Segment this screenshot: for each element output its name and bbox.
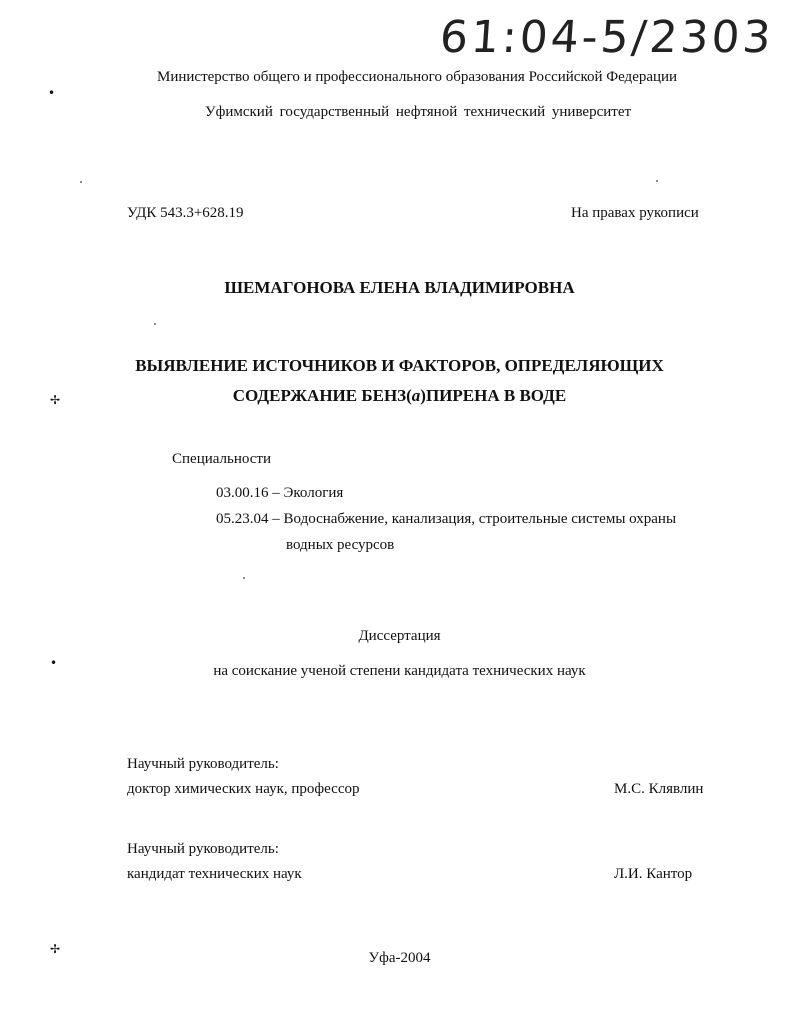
work-type: Диссертация (358, 628, 441, 644)
specialty-item (216, 485, 343, 502)
manuscript-rights: На правах рукописи (571, 205, 699, 221)
scan-mark: ✢ (50, 942, 61, 956)
dissertation-title-line-2 (0, 386, 799, 406)
scan-speck (154, 323, 156, 325)
supervisor-title: кандидат технических наук (127, 866, 302, 882)
specialty-code: 05.23.04 (216, 511, 269, 527)
supervisor-name: М.С. Клявлин (614, 781, 704, 797)
specialty-continuation: водных ресурсов (286, 537, 395, 553)
university-name: Уфимский государственный нефтяной технический университет (205, 104, 632, 120)
scan-speck (243, 577, 245, 579)
title-line-2-italic: а (411, 386, 421, 405)
title-line-2-suffix: )ПИРЕНА В ВОДЕ (420, 386, 567, 405)
udc-code: УДК 543.3+628.19 (127, 205, 244, 221)
specialties-heading: Специальности (172, 451, 272, 467)
specialty-code: 03.00.16 (216, 485, 269, 501)
supervisor-name: Л.И. Кантор (614, 866, 693, 882)
scan-mark: • (48, 86, 56, 100)
archive-number: 61:04-5/2303 (438, 12, 776, 63)
specialty-item (216, 511, 676, 528)
city-year: Уфа-2004 (368, 950, 431, 966)
scan-speck (80, 181, 82, 183)
supervisor-role: Научный руководитель: (127, 756, 279, 772)
specialty-name: Экология (283, 485, 344, 501)
scan-mark: • (50, 656, 58, 670)
specialty-name: Водоснабжение, канализация, строительные системы охраны (283, 511, 677, 527)
scan-mark: ✢ (50, 393, 61, 407)
supervisor-role: Научный руководитель: (127, 841, 279, 857)
scan-speck (656, 180, 658, 182)
dissertation-title-line-1: ВЫЯВЛЕНИЕ ИСТОЧНИКОВ И ФАКТОРОВ, ОПРЕДЕЛЯЮЩИХ (135, 356, 664, 375)
supervisor-title: доктор химических наук, профессор (127, 781, 360, 797)
specialty-dash: – (272, 511, 280, 527)
specialty-dash: – (272, 485, 280, 501)
ministry-name: Министерство общего и профессионального образования Российской Федерации (157, 69, 678, 85)
title-line-2-prefix: СОДЕРЖАНИЕ БЕНЗ( (232, 386, 412, 405)
author-name: ШЕМАГОНОВА ЕЛЕНА ВЛАДИМИРОВНА (224, 278, 575, 297)
degree-line: на соискание ученой степени кандидата технических наук (213, 663, 586, 679)
